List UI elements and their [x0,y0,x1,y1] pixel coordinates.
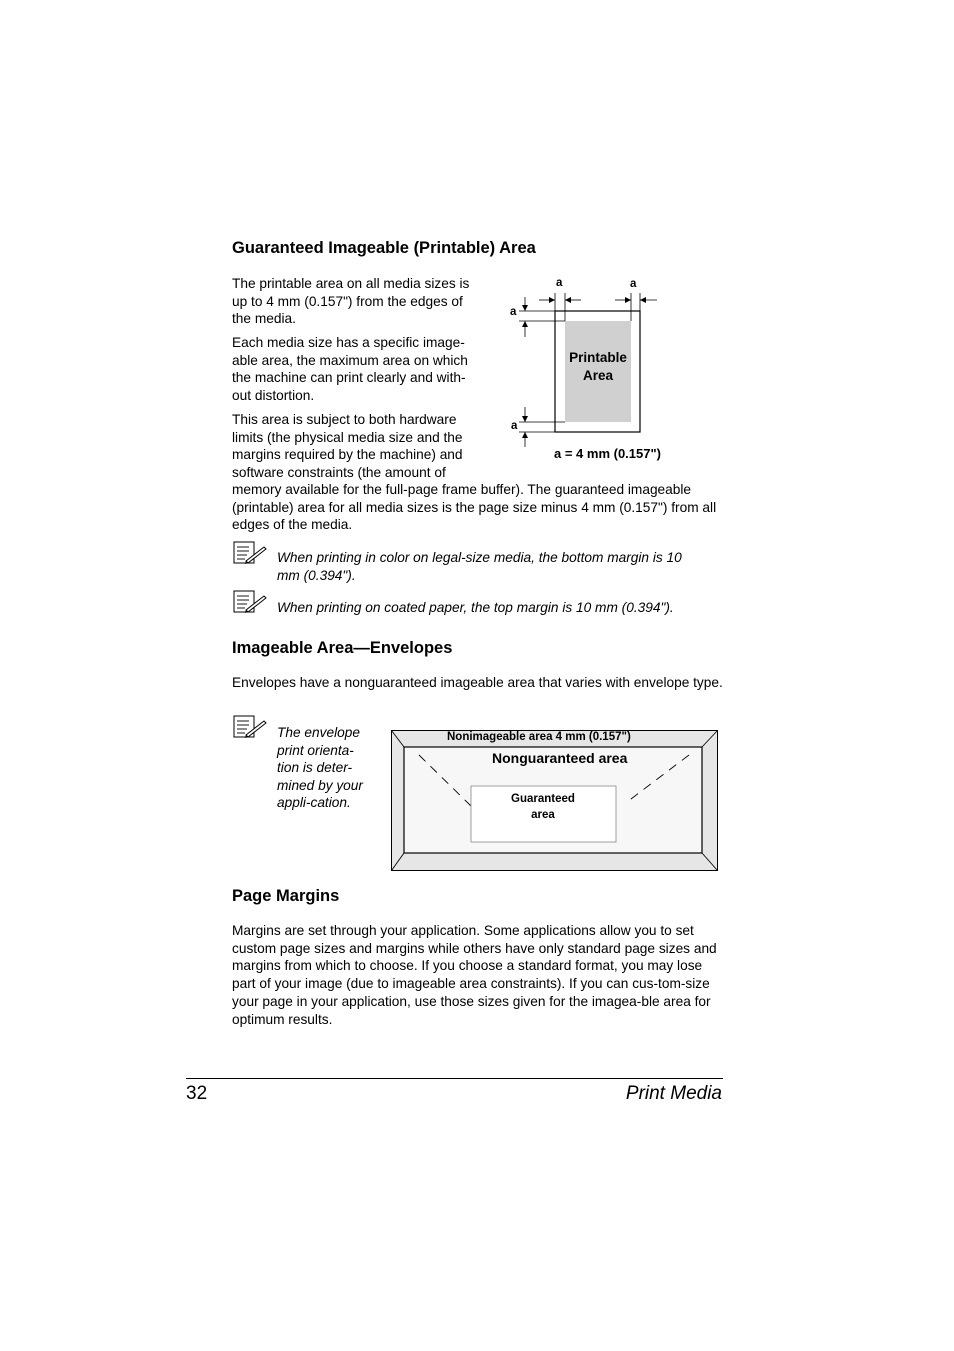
printable-area-label [560,349,636,385]
dimension-label-a-left-bottom: a [511,420,518,432]
paragraph-constraints-end: memory available for the full-page frame buffer). The guaranteed imageable (printable) area for all media sizes is the page size minus 4 mm (0.157") from all edges of the media. [232,482,717,533]
paragraph-page-margins: Margins are set through your application. Some applications allow you to set custom page sizes and margins while others have only standard page sizes and margins from which to choose. If you choose a standard format, you may lose part of your image (due to imageable area constraints). If you can cus-tom-size your page in your application, use those sizes given for the imagea-ble area for optimum results. [232,923,717,1027]
dimension-caption: a = 4 mm (0.157") [554,446,661,461]
printable-area-label-line2: Area [582,368,614,383]
paragraph-printable-intro: The printable area on all media sizes is up to 4 mm (0.157") from the edges of the media. [232,276,470,327]
section-heading-printable-area: Guaranteed Imageable (Printable) Area [232,239,536,257]
footer-page-number: 32 [186,1083,208,1104]
guaranteed-area-label [495,791,591,823]
nonguaranteed-area-label: Nonguaranteed area [492,750,628,766]
paragraph-image-area: Each media size has a specific image-able area, the maximum area on which the machine can print clearly and with-out distortion. [232,335,468,404]
dimension-label-a-top-right: a [630,278,637,290]
dimension-label-a-left-top: a [510,306,517,318]
section-heading-page-margins: Page Margins [232,887,340,905]
section-heading-envelopes: Imageable Area—Envelopes [232,639,453,657]
note-pencil-icon [233,541,267,565]
dimension-label-a-top-left: a [556,277,563,289]
footer-rule [186,1078,723,1079]
printable-area-label-line1: Printable [569,350,627,365]
note-pencil-icon [233,715,267,739]
note-envelope-orientation: The envelope print orienta-tion is deter-mined by your appli-cation. [277,725,363,811]
nonimageable-area-label: Nonimageable area 4 mm (0.157") [447,731,631,743]
note-pencil-icon [233,590,267,614]
envelope-diagram [391,730,718,871]
note-legal-size-margin: When printing in color on legal-size media, the bottom margin is 10 mm (0.394"). [277,550,682,583]
paragraph-constraints-start: This area is subject to both hardware limits (the physical media size and the margins required by the machine) and software constraints (the amount of [232,412,463,481]
note-coated-paper-margin: When printing on coated paper, the top margin is 10 mm (0.394"). [277,600,674,615]
paragraph-envelopes: Envelopes have a nonguaranteed imageable area that varies with envelope type. [232,675,723,690]
footer-chapter-title: Print Media [625,1083,722,1104]
guaranteed-area-label-line1: Guaranteed [511,793,575,805]
guaranteed-area-label-line2: area [531,809,555,821]
printable-area-diagram [505,275,675,465]
